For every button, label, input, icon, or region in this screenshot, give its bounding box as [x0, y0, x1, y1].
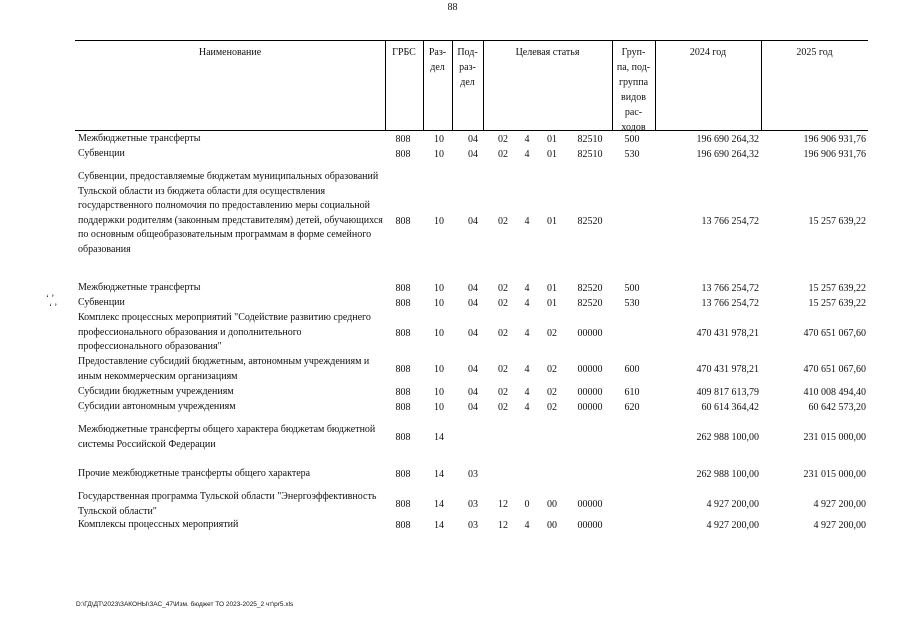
row-pr: 03 [468, 499, 478, 511]
row-t4: 00000 [577, 402, 603, 413]
row-v2025: 231 015 000,00 [803, 432, 866, 444]
row-t2: 4 [524, 149, 530, 160]
row-t3: 00 [547, 520, 557, 531]
row-rz: 10 [434, 402, 444, 413]
row-v2025: 4 927 200,00 [813, 520, 866, 531]
row-v2025: 410 008 494,40 [803, 387, 866, 398]
row-pr: 04 [468, 364, 478, 376]
row-v2024: 13 766 254,72 [701, 283, 759, 294]
row-grbs: 808 [395, 387, 411, 398]
row-t3: 00 [547, 499, 557, 511]
row-pr: 03 [468, 469, 478, 480]
row-grbs: 808 [395, 520, 411, 531]
row-vr: 500 [624, 283, 640, 294]
row-vr: 500 [624, 134, 640, 145]
row-grbs: 808 [395, 283, 411, 294]
row-grbs: 808 [395, 364, 411, 376]
row-rz: 10 [434, 327, 444, 339]
row-vr: 600 [624, 364, 640, 376]
header-2024: 2024 год [689, 47, 727, 58]
row-vr: 530 [624, 298, 640, 309]
row-name: Комплекс процессных мероприятий "Содействие развитию среднего профессионального образования и дополнительного профессионального образования" [78, 312, 371, 352]
row-rz: 10 [434, 364, 444, 376]
row-pr: 04 [468, 402, 478, 413]
row-t1: 12 [498, 499, 508, 511]
row-t1: 02 [498, 149, 508, 160]
row-t2: 0 [524, 499, 530, 511]
row-t4: 00000 [577, 327, 603, 339]
row-pr: 04 [468, 298, 478, 309]
row-t4: 82520 [577, 283, 603, 294]
row-t3: 01 [547, 283, 557, 294]
row-vr: 530 [624, 149, 640, 160]
row-v2024: 470 431 978,21 [696, 327, 759, 339]
row-v2024: 196 690 264,32 [696, 134, 759, 145]
row-t3: 01 [547, 215, 557, 227]
row-t1: 02 [498, 215, 508, 227]
row-t2: 4 [524, 520, 530, 531]
row-v2025: 15 257 639,22 [808, 298, 866, 309]
row-rz: 10 [434, 298, 444, 309]
row-t1: 02 [498, 134, 508, 145]
row-vr: 610 [624, 387, 640, 398]
row-name: Субвенции [78, 297, 125, 308]
row-name: Комплексы процессных мероприятий [78, 519, 239, 530]
row-t4: 00000 [577, 364, 603, 376]
row-v2024: 196 690 264,32 [696, 149, 759, 160]
row-t2: 4 [524, 364, 530, 376]
row-rz: 10 [434, 134, 444, 145]
row-t1: 02 [498, 364, 508, 376]
row-name: Межбюджетные трансферты общего характера бюджетам бюджетной системы Российской Федерации [78, 424, 376, 450]
footer-file-path: D:\ГД\ДТ\2023\ЗАКОНЫ\ЗАС_47\Изм. бюджет ТО 2023-2025_2 чт\pr5.xls [76, 601, 294, 608]
row-rz: 10 [434, 283, 444, 294]
row-grbs: 808 [395, 499, 411, 511]
header-podrazdel: Под- раз- дел [457, 47, 478, 88]
row-grbs: 808 [395, 402, 411, 413]
row-t3: 02 [547, 364, 557, 376]
row-t2: 4 [524, 327, 530, 339]
row-pr: 04 [468, 215, 478, 227]
row-t2: 4 [524, 134, 530, 145]
row-pr: 04 [468, 327, 478, 339]
row-grbs: 808 [395, 215, 411, 227]
row-v2024: 409 817 613,79 [696, 387, 759, 398]
margin-mark: ‘ ’ [49, 302, 58, 312]
row-name: Государственная программа Тульской области "Энергоэффективность Тульской области" [78, 491, 377, 517]
row-t4: 00000 [577, 387, 603, 398]
row-rz: 14 [434, 520, 444, 531]
row-v2025: 470 651 067,60 [803, 364, 866, 376]
row-name: Прочие межбюджетные трансферты общего характера [78, 468, 311, 479]
row-grbs: 808 [395, 327, 411, 339]
row-t1: 12 [498, 520, 508, 531]
row-pr: 04 [468, 134, 478, 145]
row-v2025: 231 015 000,00 [803, 469, 866, 480]
row-v2024: 4 927 200,00 [706, 499, 759, 511]
table-header [75, 40, 868, 131]
row-v2024: 13 766 254,72 [701, 215, 759, 227]
row-t3: 01 [547, 298, 557, 309]
row-t4: 00000 [577, 499, 603, 511]
header-razdel: Раз- дел [428, 47, 447, 73]
row-rz: 14 [434, 432, 444, 444]
row-v2024: 13 766 254,72 [701, 298, 759, 309]
row-t4: 82510 [577, 134, 603, 145]
row-t2: 4 [524, 387, 530, 398]
row-t3: 01 [547, 134, 557, 145]
row-v2025: 470 651 067,60 [803, 327, 866, 339]
row-rz: 10 [434, 387, 444, 398]
header-2025: 2025 год [796, 47, 833, 58]
header-expense-group: Груп- па, под- группа видов рас- ходов [616, 47, 651, 133]
row-name: Межбюджетные трансферты [78, 282, 201, 293]
row-v2024: 262 988 100,00 [696, 432, 759, 444]
row-pr: 04 [468, 149, 478, 160]
row-v2025: 60 642 573,20 [808, 402, 866, 413]
row-rz: 14 [434, 499, 444, 511]
row-rz: 14 [434, 469, 444, 480]
row-grbs: 808 [395, 149, 411, 160]
row-t1: 02 [498, 327, 508, 339]
row-name: Субсидии автономным учреждениям [78, 401, 236, 412]
row-grbs: 808 [395, 432, 411, 444]
row-pr: 03 [468, 520, 478, 531]
row-grbs: 808 [395, 298, 411, 309]
row-rz: 10 [434, 215, 444, 227]
row-grbs: 808 [395, 469, 411, 480]
row-rz: 10 [434, 149, 444, 160]
row-t4: 82520 [577, 215, 603, 227]
row-t2: 4 [524, 215, 530, 227]
row-v2024: 470 431 978,21 [696, 364, 759, 376]
page-number: 88 [447, 2, 458, 13]
row-t1: 02 [498, 283, 508, 294]
row-t4: 82520 [577, 298, 603, 309]
row-t4: 82510 [577, 149, 603, 160]
row-t1: 02 [498, 298, 508, 309]
row-v2025: 4 927 200,00 [813, 499, 866, 511]
row-name: Предоставление субсидий бюджетным, автономным учреждениям и иным некоммерческим организациям [78, 356, 370, 382]
row-t2: 4 [524, 283, 530, 294]
row-t3: 02 [547, 387, 557, 398]
row-name: Субвенции, предоставляемые бюджетам муниципальных образований Тульской области из бюджета области для осуществления государственного полномочия по предоставлению меры социальной поддержки родителям (законным представителям) детей, обучающихся по основным общеобразовательным программам в форме семейного образования [78, 171, 383, 255]
row-t2: 4 [524, 298, 530, 309]
header-target-article: Целевая статья [515, 47, 580, 58]
margin-mark: ‘ ’ [46, 293, 55, 303]
row-v2025: 196 906 931,76 [803, 134, 866, 145]
row-t3: 02 [547, 327, 557, 339]
row-v2024: 262 988 100,00 [696, 469, 759, 480]
row-t1: 02 [498, 387, 508, 398]
row-v2025: 15 257 639,22 [808, 215, 866, 227]
row-t2: 4 [524, 402, 530, 413]
row-v2025: 15 257 639,22 [808, 283, 866, 294]
row-t1: 02 [498, 402, 508, 413]
row-t4: 00000 [577, 520, 603, 531]
row-pr: 04 [468, 283, 478, 294]
row-pr: 04 [468, 387, 478, 398]
row-name: Субвенции [78, 148, 125, 159]
header-name: Наименование [198, 47, 262, 58]
row-vr: 620 [624, 402, 640, 413]
row-name: Субсидии бюджетным учреждениям [78, 386, 234, 397]
row-name: Межбюджетные трансферты [78, 133, 201, 144]
row-t3: 01 [547, 149, 557, 160]
row-grbs: 808 [395, 134, 411, 145]
row-v2025: 196 906 931,76 [803, 149, 866, 160]
row-t3: 02 [547, 402, 557, 413]
row-v2024: 4 927 200,00 [706, 520, 759, 531]
row-v2024: 60 614 364,42 [701, 402, 759, 413]
header-grbs: ГРБС [392, 47, 416, 58]
